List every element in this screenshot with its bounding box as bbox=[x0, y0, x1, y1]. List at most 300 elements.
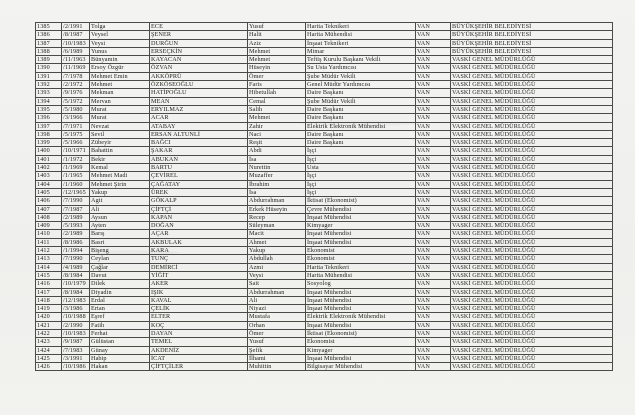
cell-birth-date: /3/1991 bbox=[62, 354, 90, 362]
cell-first-name: Habip bbox=[90, 354, 150, 362]
cell-organization: VASKİ GENEL MÜDÜRLÜĞÜ bbox=[451, 296, 613, 304]
cell-surname: AÇAR bbox=[150, 230, 248, 238]
cell-surname: DEMİRCİ bbox=[150, 263, 248, 271]
cell-first-name: Yunus bbox=[90, 47, 150, 55]
cell-job-title: İnşaat Mühendisi bbox=[306, 305, 416, 313]
cell-row-number: 1394 bbox=[36, 97, 62, 105]
table-row bbox=[36, 230, 613, 238]
personnel-table-body bbox=[36, 23, 613, 371]
cell-row-number: 1421 bbox=[36, 321, 62, 329]
cell-first-name: Bahattin bbox=[90, 147, 150, 155]
cell-job-title: Ekonomist bbox=[306, 247, 416, 255]
cell-first-name: Günay bbox=[90, 346, 150, 354]
cell-province: VAN bbox=[416, 338, 451, 346]
cell-first-name: Agit bbox=[90, 197, 150, 205]
cell-row-number: 1400 bbox=[36, 147, 62, 155]
cell-father-name: Abdurrahman bbox=[248, 197, 306, 205]
cell-province: VAN bbox=[416, 155, 451, 163]
cell-row-number: 1426 bbox=[36, 363, 62, 371]
cell-surname: DAYAN bbox=[150, 329, 248, 337]
cell-surname: AKER bbox=[150, 280, 248, 288]
cell-father-name: Cemal bbox=[248, 97, 306, 105]
cell-organization: VASKİ GENEL MÜDÜRLÜĞÜ bbox=[451, 139, 613, 147]
cell-father-name: Mehmet bbox=[248, 114, 306, 122]
table-row bbox=[36, 139, 613, 147]
table-row bbox=[36, 89, 613, 97]
cell-father-name: Aziz bbox=[248, 39, 306, 47]
cell-birth-date: /1/1965 bbox=[62, 172, 90, 180]
table-row bbox=[36, 155, 613, 163]
table-row bbox=[36, 346, 613, 354]
table-row bbox=[36, 213, 613, 221]
cell-first-name: Veysel bbox=[90, 31, 150, 39]
cell-job-title: Su Usta Yardımcısı bbox=[306, 64, 416, 72]
cell-birth-date: /12/1983 bbox=[62, 296, 90, 304]
table-row bbox=[36, 31, 613, 39]
cell-job-title: Sosyolog bbox=[306, 280, 416, 288]
cell-row-number: 1408 bbox=[36, 213, 62, 221]
cell-organization: BÜYÜKŞEHİR BELEDİYESİ bbox=[451, 31, 613, 39]
cell-row-number: 1425 bbox=[36, 354, 62, 362]
cell-row-number: 1420 bbox=[36, 313, 62, 321]
cell-job-title: İktisat (Ekonomist) bbox=[306, 329, 416, 337]
cell-birth-date: /8/1984 bbox=[62, 271, 90, 279]
cell-province: VAN bbox=[416, 47, 451, 55]
cell-surname: ÇELİK bbox=[150, 305, 248, 313]
cell-province: VAN bbox=[416, 288, 451, 296]
cell-father-name: İbrahim bbox=[248, 180, 306, 188]
cell-first-name: Mervan bbox=[90, 97, 150, 105]
cell-first-name: Ersoy Özgür bbox=[90, 64, 150, 72]
cell-row-number: 1414 bbox=[36, 263, 62, 271]
cell-row-number: 1402 bbox=[36, 164, 62, 172]
cell-province: VAN bbox=[416, 222, 451, 230]
cell-job-title: Şube Müdür Vekili bbox=[306, 97, 416, 105]
cell-birth-date: /6/1989 bbox=[62, 47, 90, 55]
cell-father-name: Abdullah bbox=[248, 255, 306, 263]
cell-surname: BAĞCI bbox=[150, 139, 248, 147]
cell-organization: VASKİ GENEL MÜDÜRLÜĞÜ bbox=[451, 321, 613, 329]
cell-birth-date: /1/1994 bbox=[62, 247, 90, 255]
cell-first-name: Diyadin bbox=[90, 288, 150, 296]
cell-row-number: 1393 bbox=[36, 89, 62, 97]
cell-job-title: İnşaat Mühendisi bbox=[306, 321, 416, 329]
cell-birth-date: /8/1987 bbox=[62, 31, 90, 39]
table-row bbox=[36, 338, 613, 346]
cell-job-title: Bilgisayar Mühendisi bbox=[306, 363, 416, 371]
cell-surname: ÇEVİREL bbox=[150, 172, 248, 180]
cell-birth-date: /7/1983 bbox=[62, 346, 90, 354]
cell-surname: IŞIK bbox=[150, 288, 248, 296]
cell-organization: VASKİ GENEL MÜDÜRLÜĞÜ bbox=[451, 97, 613, 105]
cell-father-name: Yusuf bbox=[248, 23, 306, 31]
cell-first-name: Hakan bbox=[90, 363, 150, 371]
table-row bbox=[36, 114, 613, 122]
cell-surname: ŞAKAR bbox=[150, 147, 248, 155]
cell-province: VAN bbox=[416, 105, 451, 113]
cell-birth-date: /10/1971 bbox=[62, 147, 90, 155]
cell-father-name: Şefik bbox=[248, 346, 306, 354]
cell-row-number: 1419 bbox=[36, 305, 62, 313]
cell-father-name: Recep bbox=[248, 213, 306, 221]
cell-birth-date: /1/1960 bbox=[62, 180, 90, 188]
table-row bbox=[36, 329, 613, 337]
cell-row-number: 1415 bbox=[36, 271, 62, 279]
cell-organization: VASKİ GENEL MÜDÜRLÜĞÜ bbox=[451, 280, 613, 288]
cell-province: VAN bbox=[416, 346, 451, 354]
cell-province: VAN bbox=[416, 64, 451, 72]
cell-organization: VASKİ GENEL MÜDÜRLÜĞÜ bbox=[451, 72, 613, 80]
cell-province: VAN bbox=[416, 296, 451, 304]
cell-province: VAN bbox=[416, 23, 451, 31]
cell-birth-date: /9/1987 bbox=[62, 338, 90, 346]
cell-first-name: Nevzat bbox=[90, 122, 150, 130]
cell-row-number: 1407 bbox=[36, 205, 62, 213]
cell-first-name: Ferhat bbox=[90, 329, 150, 337]
cell-birth-date: /4/1989 bbox=[62, 263, 90, 271]
cell-first-name: Fatih bbox=[90, 321, 150, 329]
cell-row-number: 1386 bbox=[36, 31, 62, 39]
cell-surname: ÇAĞATAY bbox=[150, 180, 248, 188]
cell-surname: DURĞUN bbox=[150, 39, 248, 47]
cell-birth-date: /5/1966 bbox=[62, 139, 90, 147]
cell-father-name: Ali bbox=[248, 296, 306, 304]
cell-organization: VASKİ GENEL MÜDÜRLÜĞÜ bbox=[451, 230, 613, 238]
cell-province: VAN bbox=[416, 72, 451, 80]
cell-organization: VASKİ GENEL MÜDÜRLÜĞÜ bbox=[451, 64, 613, 72]
cell-first-name: Mehmet Emin bbox=[90, 72, 150, 80]
cell-first-name: Murat bbox=[90, 114, 150, 122]
cell-job-title: Kimyager bbox=[306, 222, 416, 230]
cell-job-title: İktisat (Ekonomist) bbox=[306, 197, 416, 205]
cell-first-name: Çağlar bbox=[90, 263, 150, 271]
cell-job-title: Kimyager bbox=[306, 346, 416, 354]
cell-first-name: Dilek bbox=[90, 280, 150, 288]
cell-row-number: 1392 bbox=[36, 81, 62, 89]
cell-birth-date: /2/1989 bbox=[62, 230, 90, 238]
table-row bbox=[36, 305, 613, 313]
cell-row-number: 1395 bbox=[36, 105, 62, 113]
cell-row-number: 1424 bbox=[36, 346, 62, 354]
cell-father-name: Mehmet bbox=[248, 47, 306, 55]
cell-organization: VASKİ GENEL MÜDÜRLÜĞÜ bbox=[451, 271, 613, 279]
cell-province: VAN bbox=[416, 39, 451, 47]
cell-birth-date: /5/1980 bbox=[62, 105, 90, 113]
cell-row-number: 1391 bbox=[36, 72, 62, 80]
cell-job-title: İşçi bbox=[306, 155, 416, 163]
cell-birth-date: /10/1988 bbox=[62, 313, 90, 321]
table-row bbox=[36, 288, 613, 296]
cell-job-title: Daire Başkanı bbox=[306, 114, 416, 122]
cell-first-name: Basri bbox=[90, 238, 150, 246]
cell-province: VAN bbox=[416, 205, 451, 213]
cell-birth-date: /8/1984 bbox=[62, 288, 90, 296]
cell-job-title: Daire Başkanı bbox=[306, 89, 416, 97]
cell-birth-date: /10/1986 bbox=[62, 363, 90, 371]
cell-first-name: Ertan bbox=[90, 305, 150, 313]
cell-organization: VASKİ GENEL MÜDÜRLÜĞÜ bbox=[451, 247, 613, 255]
cell-row-number: 1401 bbox=[36, 155, 62, 163]
cell-row-number: 1403 bbox=[36, 172, 62, 180]
cell-organization: VASKİ GENEL MÜDÜRLÜĞÜ bbox=[451, 122, 613, 130]
cell-row-number: 1397 bbox=[36, 122, 62, 130]
cell-row-number: 1398 bbox=[36, 130, 62, 138]
cell-job-title: Mimar bbox=[306, 47, 416, 55]
cell-organization: BÜYÜKŞEHİR BELEDİYESİ bbox=[451, 23, 613, 31]
cell-organization: VASKİ GENEL MÜDÜRLÜĞÜ bbox=[451, 213, 613, 221]
cell-first-name: Erdal bbox=[90, 296, 150, 304]
cell-job-title: Ekonomist bbox=[306, 338, 416, 346]
cell-surname: ERSEÇKİN bbox=[150, 47, 248, 55]
cell-surname: KAVAL bbox=[150, 296, 248, 304]
cell-job-title: İnşaat Mühendisi bbox=[306, 230, 416, 238]
cell-father-name: Ahmet bbox=[248, 238, 306, 246]
table-row bbox=[36, 222, 613, 230]
cell-first-name: Ayten bbox=[90, 222, 150, 230]
cell-father-name: Erkek Hüseyin bbox=[248, 205, 306, 213]
cell-first-name: Zübeyir bbox=[90, 139, 150, 147]
cell-first-name: Davut bbox=[90, 271, 150, 279]
cell-birth-date: /7/1990 bbox=[62, 197, 90, 205]
cell-province: VAN bbox=[416, 31, 451, 39]
cell-birth-date: /12/1965 bbox=[62, 188, 90, 196]
cell-job-title: Şube Müdür Vekili bbox=[306, 72, 416, 80]
cell-birth-date: /1/1969 bbox=[62, 164, 90, 172]
cell-first-name: Yakup bbox=[90, 188, 150, 196]
cell-surname: KAPAN bbox=[150, 213, 248, 221]
cell-row-number: 1387 bbox=[36, 39, 62, 47]
cell-organization: VASKİ GENEL MÜDÜRLÜĞÜ bbox=[451, 346, 613, 354]
cell-first-name: Ceylan bbox=[90, 255, 150, 263]
cell-job-title: Teftiş Kurulu Başkanı Vekili bbox=[306, 56, 416, 64]
cell-father-name: Ömer bbox=[248, 329, 306, 337]
cell-first-name: Veysi bbox=[90, 39, 150, 47]
cell-birth-date: /7/1971 bbox=[62, 122, 90, 130]
cell-father-name: Yakup bbox=[248, 247, 306, 255]
cell-organization: VASKİ GENEL MÜDÜRLÜĞÜ bbox=[451, 329, 613, 337]
cell-surname: ÇİFTÇİ bbox=[150, 205, 248, 213]
cell-job-title: Usta bbox=[306, 164, 416, 172]
table-row bbox=[36, 280, 613, 288]
cell-surname: BARTU bbox=[150, 164, 248, 172]
cell-province: VAN bbox=[416, 321, 451, 329]
cell-job-title: Daire Başkanı bbox=[306, 139, 416, 147]
cell-surname: ÖZKÖSEOĞLU bbox=[150, 81, 248, 89]
table-row bbox=[36, 271, 613, 279]
table-row bbox=[36, 81, 613, 89]
cell-birth-date: /8/1986 bbox=[62, 238, 90, 246]
cell-province: VAN bbox=[416, 147, 451, 155]
cell-surname: AKBULAK bbox=[150, 238, 248, 246]
cell-birth-date: /2/1990 bbox=[62, 321, 90, 329]
cell-job-title: Elektrik Elektronik Mühendisi bbox=[306, 122, 416, 130]
cell-province: VAN bbox=[416, 114, 451, 122]
cell-organization: VASKİ GENEL MÜDÜRLÜĞÜ bbox=[451, 114, 613, 122]
cell-organization: VASKİ GENEL MÜDÜRLÜĞÜ bbox=[451, 155, 613, 163]
table-row bbox=[36, 255, 613, 263]
cell-province: VAN bbox=[416, 188, 451, 196]
cell-job-title: Daire Başkanı bbox=[306, 105, 416, 113]
cell-father-name: Hüseyin bbox=[248, 64, 306, 72]
cell-father-name: Azmi bbox=[248, 263, 306, 271]
table-row bbox=[36, 39, 613, 47]
table-row bbox=[36, 105, 613, 113]
cell-province: VAN bbox=[416, 130, 451, 138]
cell-father-name: Sait bbox=[248, 280, 306, 288]
cell-father-name: Muzaffer bbox=[248, 172, 306, 180]
cell-organization: VASKİ GENEL MÜDÜRLÜĞÜ bbox=[451, 147, 613, 155]
cell-surname: ECE bbox=[150, 23, 248, 31]
cell-surname: MEAN bbox=[150, 97, 248, 105]
cell-organization: VASKİ GENEL MÜDÜRLÜĞÜ bbox=[451, 172, 613, 180]
cell-first-name: Mehmet Şirin bbox=[90, 180, 150, 188]
cell-job-title: Çevre Mühendisi bbox=[306, 205, 416, 213]
cell-job-title: İşçi bbox=[306, 172, 416, 180]
cell-birth-date: /10/1979 bbox=[62, 280, 90, 288]
cell-father-name: Nurettin bbox=[248, 164, 306, 172]
cell-row-number: 1423 bbox=[36, 338, 62, 346]
table-row bbox=[36, 147, 613, 155]
cell-province: VAN bbox=[416, 271, 451, 279]
cell-father-name: Muhittin bbox=[248, 363, 306, 371]
cell-province: VAN bbox=[416, 81, 451, 89]
cell-surname: HATİPOĞLU bbox=[150, 89, 248, 97]
personnel-table bbox=[35, 22, 613, 371]
cell-first-name: Gülüstan bbox=[90, 338, 150, 346]
table-row bbox=[36, 263, 613, 271]
cell-job-title: İnşaat Teknikeri bbox=[306, 39, 416, 47]
cell-province: VAN bbox=[416, 89, 451, 97]
cell-province: VAN bbox=[416, 213, 451, 221]
cell-father-name: Ömer bbox=[248, 72, 306, 80]
cell-surname: DOĞAN bbox=[150, 222, 248, 230]
cell-father-name: İsa bbox=[248, 155, 306, 163]
cell-birth-date: /7/1990 bbox=[62, 255, 90, 263]
cell-province: VAN bbox=[416, 97, 451, 105]
cell-surname: TUNÇ bbox=[150, 255, 248, 263]
cell-job-title: Ekonomist bbox=[306, 255, 416, 263]
cell-birth-date: /9/1976 bbox=[62, 89, 90, 97]
cell-row-number: 1406 bbox=[36, 197, 62, 205]
table-row bbox=[36, 72, 613, 80]
table-row bbox=[36, 23, 613, 31]
cell-first-name: Eşref bbox=[90, 313, 150, 321]
cell-job-title: İnşaat Mühendisi bbox=[306, 354, 416, 362]
cell-organization: BÜYÜKŞEHİR BELEDİYESİ bbox=[451, 47, 613, 55]
cell-organization: VASKİ GENEL MÜDÜRLÜĞÜ bbox=[451, 354, 613, 362]
cell-province: VAN bbox=[416, 313, 451, 321]
cell-organization: VASKİ GENEL MÜDÜRLÜĞÜ bbox=[451, 164, 613, 172]
cell-father-name: Zahir bbox=[248, 122, 306, 130]
cell-province: VAN bbox=[416, 122, 451, 130]
cell-province: VAN bbox=[416, 305, 451, 313]
cell-job-title: Daire Başkanı bbox=[306, 130, 416, 138]
cell-father-name: Orhan bbox=[248, 321, 306, 329]
cell-organization: VASKİ GENEL MÜDÜRLÜĞÜ bbox=[451, 305, 613, 313]
cell-organization: VASKİ GENEL MÜDÜRLÜĞÜ bbox=[451, 222, 613, 230]
cell-organization: VASKİ GENEL MÜDÜRLÜĞÜ bbox=[451, 130, 613, 138]
cell-organization: VASKİ GENEL MÜDÜRLÜĞÜ bbox=[451, 263, 613, 271]
table-row bbox=[36, 64, 613, 72]
cell-birth-date: /5/1993 bbox=[62, 222, 90, 230]
cell-organization: VASKİ GENEL MÜDÜRLÜĞÜ bbox=[451, 105, 613, 113]
cell-row-number: 1412 bbox=[36, 247, 62, 255]
cell-first-name: Sevil bbox=[90, 130, 150, 138]
table-row bbox=[36, 172, 613, 180]
table-row bbox=[36, 180, 613, 188]
cell-organization: VASKİ GENEL MÜDÜRLÜĞÜ bbox=[451, 180, 613, 188]
cell-surname: ŞENER bbox=[150, 31, 248, 39]
cell-surname: KAYACAN bbox=[150, 56, 248, 64]
cell-birth-date: /7/1987 bbox=[62, 205, 90, 213]
cell-organization: VASKİ GENEL MÜDÜRLÜĞÜ bbox=[451, 255, 613, 263]
cell-surname: ÜREK bbox=[150, 188, 248, 196]
cell-birth-date: /3/1986 bbox=[62, 305, 90, 313]
cell-organization: VASKİ GENEL MÜDÜRLÜĞÜ bbox=[451, 288, 613, 296]
cell-row-number: 1416 bbox=[36, 280, 62, 288]
cell-father-name: Hibetullah bbox=[248, 89, 306, 97]
cell-row-number: 1385 bbox=[36, 23, 62, 31]
table-row bbox=[36, 354, 613, 362]
cell-father-name: Salih bbox=[248, 105, 306, 113]
cell-province: VAN bbox=[416, 263, 451, 271]
cell-organization: VASKİ GENEL MÜDÜRLÜĞÜ bbox=[451, 197, 613, 205]
cell-row-number: 1413 bbox=[36, 255, 62, 263]
cell-organization: VASKİ GENEL MÜDÜRLÜĞÜ bbox=[451, 238, 613, 246]
cell-row-number: 1422 bbox=[36, 329, 62, 337]
cell-job-title: Harita Mühendisi bbox=[306, 31, 416, 39]
cell-province: VAN bbox=[416, 139, 451, 147]
cell-surname: ÇİFTÇİLER bbox=[150, 363, 248, 371]
cell-birth-date: /5/1972 bbox=[62, 97, 90, 105]
table-row bbox=[36, 363, 613, 371]
cell-father-name: Abdi bbox=[248, 147, 306, 155]
table-row bbox=[36, 321, 613, 329]
cell-row-number: 1418 bbox=[36, 296, 62, 304]
cell-job-title: İnşaat Mühendisi bbox=[306, 296, 416, 304]
cell-birth-date: /11/1963 bbox=[62, 56, 90, 64]
cell-father-name: Süleyman bbox=[248, 222, 306, 230]
cell-first-name: Bünyamin bbox=[90, 56, 150, 64]
cell-birth-date: /10/1983 bbox=[62, 39, 90, 47]
cell-job-title: Harita Teknikeri bbox=[306, 23, 416, 31]
cell-first-name: Bişeng bbox=[90, 247, 150, 255]
cell-father-name: İsa bbox=[248, 188, 306, 196]
table-row bbox=[36, 205, 613, 213]
cell-job-title: İnşaat Mühendisi bbox=[306, 288, 416, 296]
cell-first-name: Kemal bbox=[90, 164, 150, 172]
cell-job-title: İnşaat Mühendisi bbox=[306, 238, 416, 246]
cell-row-number: 1417 bbox=[36, 288, 62, 296]
cell-first-name: Bekir bbox=[90, 155, 150, 163]
table-row bbox=[36, 97, 613, 105]
cell-province: VAN bbox=[416, 180, 451, 188]
cell-province: VAN bbox=[416, 56, 451, 64]
cell-first-name: Tolga bbox=[90, 23, 150, 31]
cell-first-name: Aysun bbox=[90, 213, 150, 221]
cell-organization: VASKİ GENEL MÜDÜRLÜĞÜ bbox=[451, 56, 613, 64]
cell-row-number: 1411 bbox=[36, 238, 62, 246]
cell-province: VAN bbox=[416, 172, 451, 180]
cell-organization: VASKİ GENEL MÜDÜRLÜĞÜ bbox=[451, 363, 613, 371]
cell-father-name: Yusuf bbox=[248, 338, 306, 346]
cell-first-name: Barış bbox=[90, 230, 150, 238]
cell-job-title: Elektrik Elektronik Mühendisi bbox=[306, 313, 416, 321]
table-row bbox=[36, 122, 613, 130]
cell-job-title: Harita Mühendisi bbox=[306, 271, 416, 279]
cell-province: VAN bbox=[416, 164, 451, 172]
cell-surname: ERYILMAZ bbox=[150, 105, 248, 113]
